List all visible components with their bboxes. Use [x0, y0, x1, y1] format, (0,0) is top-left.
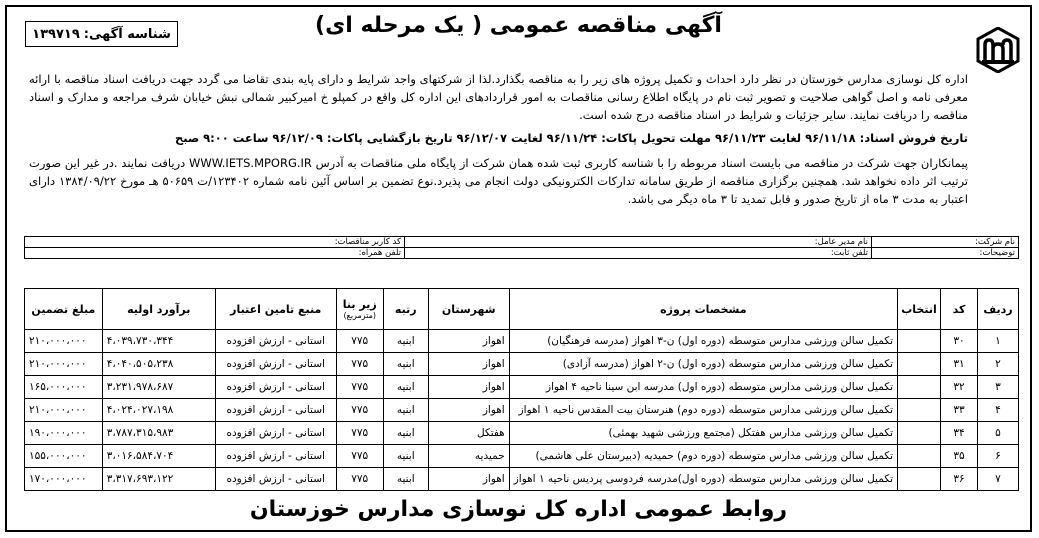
row-estimate-cell: ۴،۰۲۴،۰۲۷،۱۹۸	[102, 399, 215, 422]
row-fund-cell: استانی - ارزش افزوده	[215, 445, 336, 468]
col-row: ردیف	[978, 289, 1019, 330]
row-project-cell: تکمیل سالن ورزشی مدارس متوسطه (دوره دوم) هنرستان بیت المقدس ناحیه ۱ اهواز	[509, 399, 897, 422]
notes-cell: توضیحات:	[872, 248, 1019, 259]
col-select: انتخاب	[898, 289, 941, 330]
table-row	[25, 330, 1019, 353]
footer-signature: روابط عمومی اداره کل نوسازی مدارس خوزستان	[249, 497, 788, 522]
page-title: آگهی مناقصه عمومی ( یک مرحله ای)	[315, 13, 722, 38]
ceo-name-cell: نام مدیر عامل:	[405, 237, 872, 248]
row-project-cell: تکمیل سالن ورزشی مدارس هفتکل (مجتمع ورزشی شهید بهمئی)	[509, 422, 897, 445]
company-info-form	[24, 236, 1019, 259]
row-area-cell: ۷۷۵	[336, 353, 383, 376]
tender-user-code-cell: کد کاربر مناقصات:	[25, 237, 405, 248]
notice-id-value: ۱۳۹۷۱۹	[32, 26, 80, 42]
notice-id-label: شناسه آگهی:	[83, 26, 171, 42]
col-estimate: برآورد اولیه	[102, 289, 215, 330]
row-select-cell[interactable]	[898, 422, 941, 445]
intro-paragraph: اداره کل نوسازی مدارس خوزستان در نظر دارد احداث و تکمیل پروژه های زیر را به مناقصه بگذارد.لذا از شرکتهای واجد شرایط و دارای پایه بندی تقاضا می گردد جهت دریافت اسناد مناقصه با ارائه معرفی نامه و اصل گواهی صلاحیت و تصویر ثبت نام در پایگاه اطلاع رسانی مناقصات به امور قراردادهای این اداره کل واقع در کمپلو خ امیرکبیر شمالی نبش خیابان شرف مراجعه و مدارک و اسناد مناقصه را دریافت نمایند. سایر جزئیات و شرایط در اسناد مناقصه درج شده است.	[29, 72, 968, 122]
row-fund-cell: استانی - ارزش افزوده	[215, 399, 336, 422]
row-project-cell: تکمیل سالن ورزشی مدارس متوسطه (دوره اول) مدرسه ابن سینا ناحیه ۴ اهواز	[509, 376, 897, 399]
row-code-cell: ۳۶	[941, 468, 978, 491]
row-city-cell: اهواز	[428, 353, 509, 376]
row-code-cell: ۳۱	[941, 353, 978, 376]
row-rank-cell: ابنیه	[383, 399, 428, 422]
row-rank-cell: ابنیه	[383, 445, 428, 468]
landline-cell: تلفن ثابت:	[405, 248, 872, 259]
row-code-cell: ۳۳	[941, 399, 978, 422]
row-deposit-cell: ۱۷۰،۰۰۰،۰۰۰	[25, 468, 103, 491]
row-estimate-cell: ۳،۰۱۶،۵۸۴،۷۰۴	[102, 445, 215, 468]
row-number-cell: ۵	[978, 422, 1019, 445]
row-rank-cell: ابنیه	[383, 468, 428, 491]
row-number-cell: ۶	[978, 445, 1019, 468]
row-code-cell: ۳۲	[941, 376, 978, 399]
row-city-cell: اهواز	[428, 399, 509, 422]
row-deposit-cell: ۱۵۵،۰۰۰،۰۰۰	[25, 445, 103, 468]
row-deposit-cell: ۲۱۰،۰۰۰،۰۰۰	[25, 399, 103, 422]
table-header-row	[25, 289, 1019, 330]
row-select-cell[interactable]	[898, 445, 941, 468]
mobile-cell: تلفن همراه:	[25, 248, 405, 259]
row-fund-cell: استانی - ارزش افزوده	[215, 330, 336, 353]
row-rank-cell: ابنیه	[383, 330, 428, 353]
row-city-cell: هفتکل	[428, 422, 509, 445]
row-fund-cell: استانی - ارزش افزوده	[215, 353, 336, 376]
row-code-cell: ۳۴	[941, 422, 978, 445]
row-select-cell[interactable]	[898, 399, 941, 422]
row-city-cell: اهواز	[428, 468, 509, 491]
row-rank-cell: ابنیه	[383, 376, 428, 399]
row-estimate-cell: ۳،۳۱۷،۶۹۳،۱۲۲	[102, 468, 215, 491]
row-code-cell: ۳۵	[941, 445, 978, 468]
row-fund-cell: استانی - ارزش افزوده	[215, 376, 336, 399]
row-rank-cell: ابنیه	[383, 353, 428, 376]
table-row	[25, 468, 1019, 491]
row-estimate-cell: ۳،۲۳۱،۹۷۸،۶۸۷	[102, 376, 215, 399]
row-estimate-cell: ۴،۰۳۹،۷۳۰،۳۴۴	[102, 330, 215, 353]
row-area-cell: ۷۷۵	[336, 330, 383, 353]
row-project-cell: تکمیل سالن ورزشی مدارس متوسطه (دوره دوم) حمیدیه (دبیرستان علی هاشمی)	[509, 445, 897, 468]
row-area-cell: ۷۷۵	[336, 445, 383, 468]
col-area-label: زیر بنا	[342, 298, 377, 311]
col-fund: منبع تامین اعتبار	[215, 289, 336, 330]
organization-logo-icon	[976, 27, 1020, 73]
row-estimate-cell: ۴،۰۴۰،۵۰۵،۲۳۸	[102, 353, 215, 376]
row-area-cell: ۷۷۵	[336, 376, 383, 399]
row-area-cell: ۷۷۵	[336, 399, 383, 422]
row-area-cell: ۷۷۵	[336, 468, 383, 491]
row-select-cell[interactable]	[898, 376, 941, 399]
row-code-cell: ۳۰	[941, 330, 978, 353]
row-project-cell: تکمیل سالن ورزشی مدارس متوسطه (دوره اول)مدرسه فردوسی پردیس ناحیه ۱ اهواز	[509, 468, 897, 491]
row-number-cell: ۴	[978, 399, 1019, 422]
col-rank: رتبه	[383, 289, 428, 330]
row-city-cell: حمیدیه	[428, 445, 509, 468]
row-area-cell: ۷۷۵	[336, 422, 383, 445]
row-project-cell: تکمیل سالن ورزشی مدارس متوسطه (دوره اول) ن-۲ اهواز (مدرسه آزادی)	[509, 353, 897, 376]
col-area-unit: (مترمربع)	[343, 311, 376, 320]
col-project: مشخصات پروژه	[509, 289, 897, 330]
table-row	[25, 353, 1019, 376]
row-fund-cell: استانی - ارزش افزوده	[215, 422, 336, 445]
row-deposit-cell: ۲۱۰،۰۰۰،۰۰۰	[25, 353, 103, 376]
row-deposit-cell: ۲۱۰،۰۰۰،۰۰۰	[25, 330, 103, 353]
table-row	[25, 445, 1019, 468]
row-deposit-cell: ۱۹۰،۰۰۰،۰۰۰	[25, 422, 103, 445]
row-number-cell: ۳	[978, 376, 1019, 399]
row-select-cell[interactable]	[898, 353, 941, 376]
row-city-cell: اهواز	[428, 330, 509, 353]
row-select-cell[interactable]	[898, 330, 941, 353]
row-estimate-cell: ۳،۷۸۷،۳۱۵،۹۸۳	[102, 422, 215, 445]
row-fund-cell: استانی - ارزش افزوده	[215, 468, 336, 491]
row-rank-cell: ابنیه	[383, 422, 428, 445]
row-number-cell: ۷	[978, 468, 1019, 491]
row-deposit-cell: ۱۶۵،۰۰۰،۰۰۰	[25, 376, 103, 399]
row-select-cell[interactable]	[898, 468, 941, 491]
col-area	[336, 289, 383, 330]
row-number-cell: ۱	[978, 330, 1019, 353]
row-project-cell: تکمیل سالن ورزشی مدارس متوسطه (دوره اول) ن-۳ اهواز (مدرسه فرهنگیان)	[509, 330, 897, 353]
dates-line: تاریخ فروش اسناد: ۹۶/۱۱/۱۸ لغایت ۹۶/۱۱/۲۳ مهلت تحویل پاکات: ۹۶/۱۱/۲۴ لغایت ۹۶/۱۲/۰۷ تاریخ بازگشایی پاکات: ۹۶/۱۲/۰۹ ساعت ۹:۰۰ صبح	[174, 131, 968, 145]
company-name-cell: نام شرکت:	[872, 237, 1019, 248]
table-row	[25, 376, 1019, 399]
table-row	[25, 399, 1019, 422]
col-city: شهرستان	[428, 289, 509, 330]
projects-table	[24, 288, 1019, 491]
advertisement-frame	[5, 5, 1032, 532]
table-row	[25, 422, 1019, 445]
col-deposit: مبلغ تضمین	[25, 289, 103, 330]
conditions-paragraph: پیمانکاران جهت شرکت در مناقصه می بایست اسناد مربوطه را با شناسه کاربری ثبت شده همان شرکت از پایگاه ملی مناقصات به آدرس WWW.IETS.MPORG.IR دریافت نمایند .در غیر این صورت ترتیب اثر داده نخواهد شد. همچنین برگزاری مناقصه از طریق سامانه تدارکات الکترونیکی دولت انجام می پذیرد.نوع تضمین بر اساس آئین نامه شماره ۱۲۳۴۰۲/ت ۵۰۶۵۹ هـ مورخ ۱۳۸۴/۰۹/۲۲ دارای اعتبار به مدت ۳ ماه از تاریخ صدور و قابل تمدید تا ۳ ماه دیگر می باشد.	[29, 156, 969, 206]
col-code: کد	[941, 289, 978, 330]
row-city-cell: اهواز	[428, 376, 509, 399]
row-number-cell: ۲	[978, 353, 1019, 376]
